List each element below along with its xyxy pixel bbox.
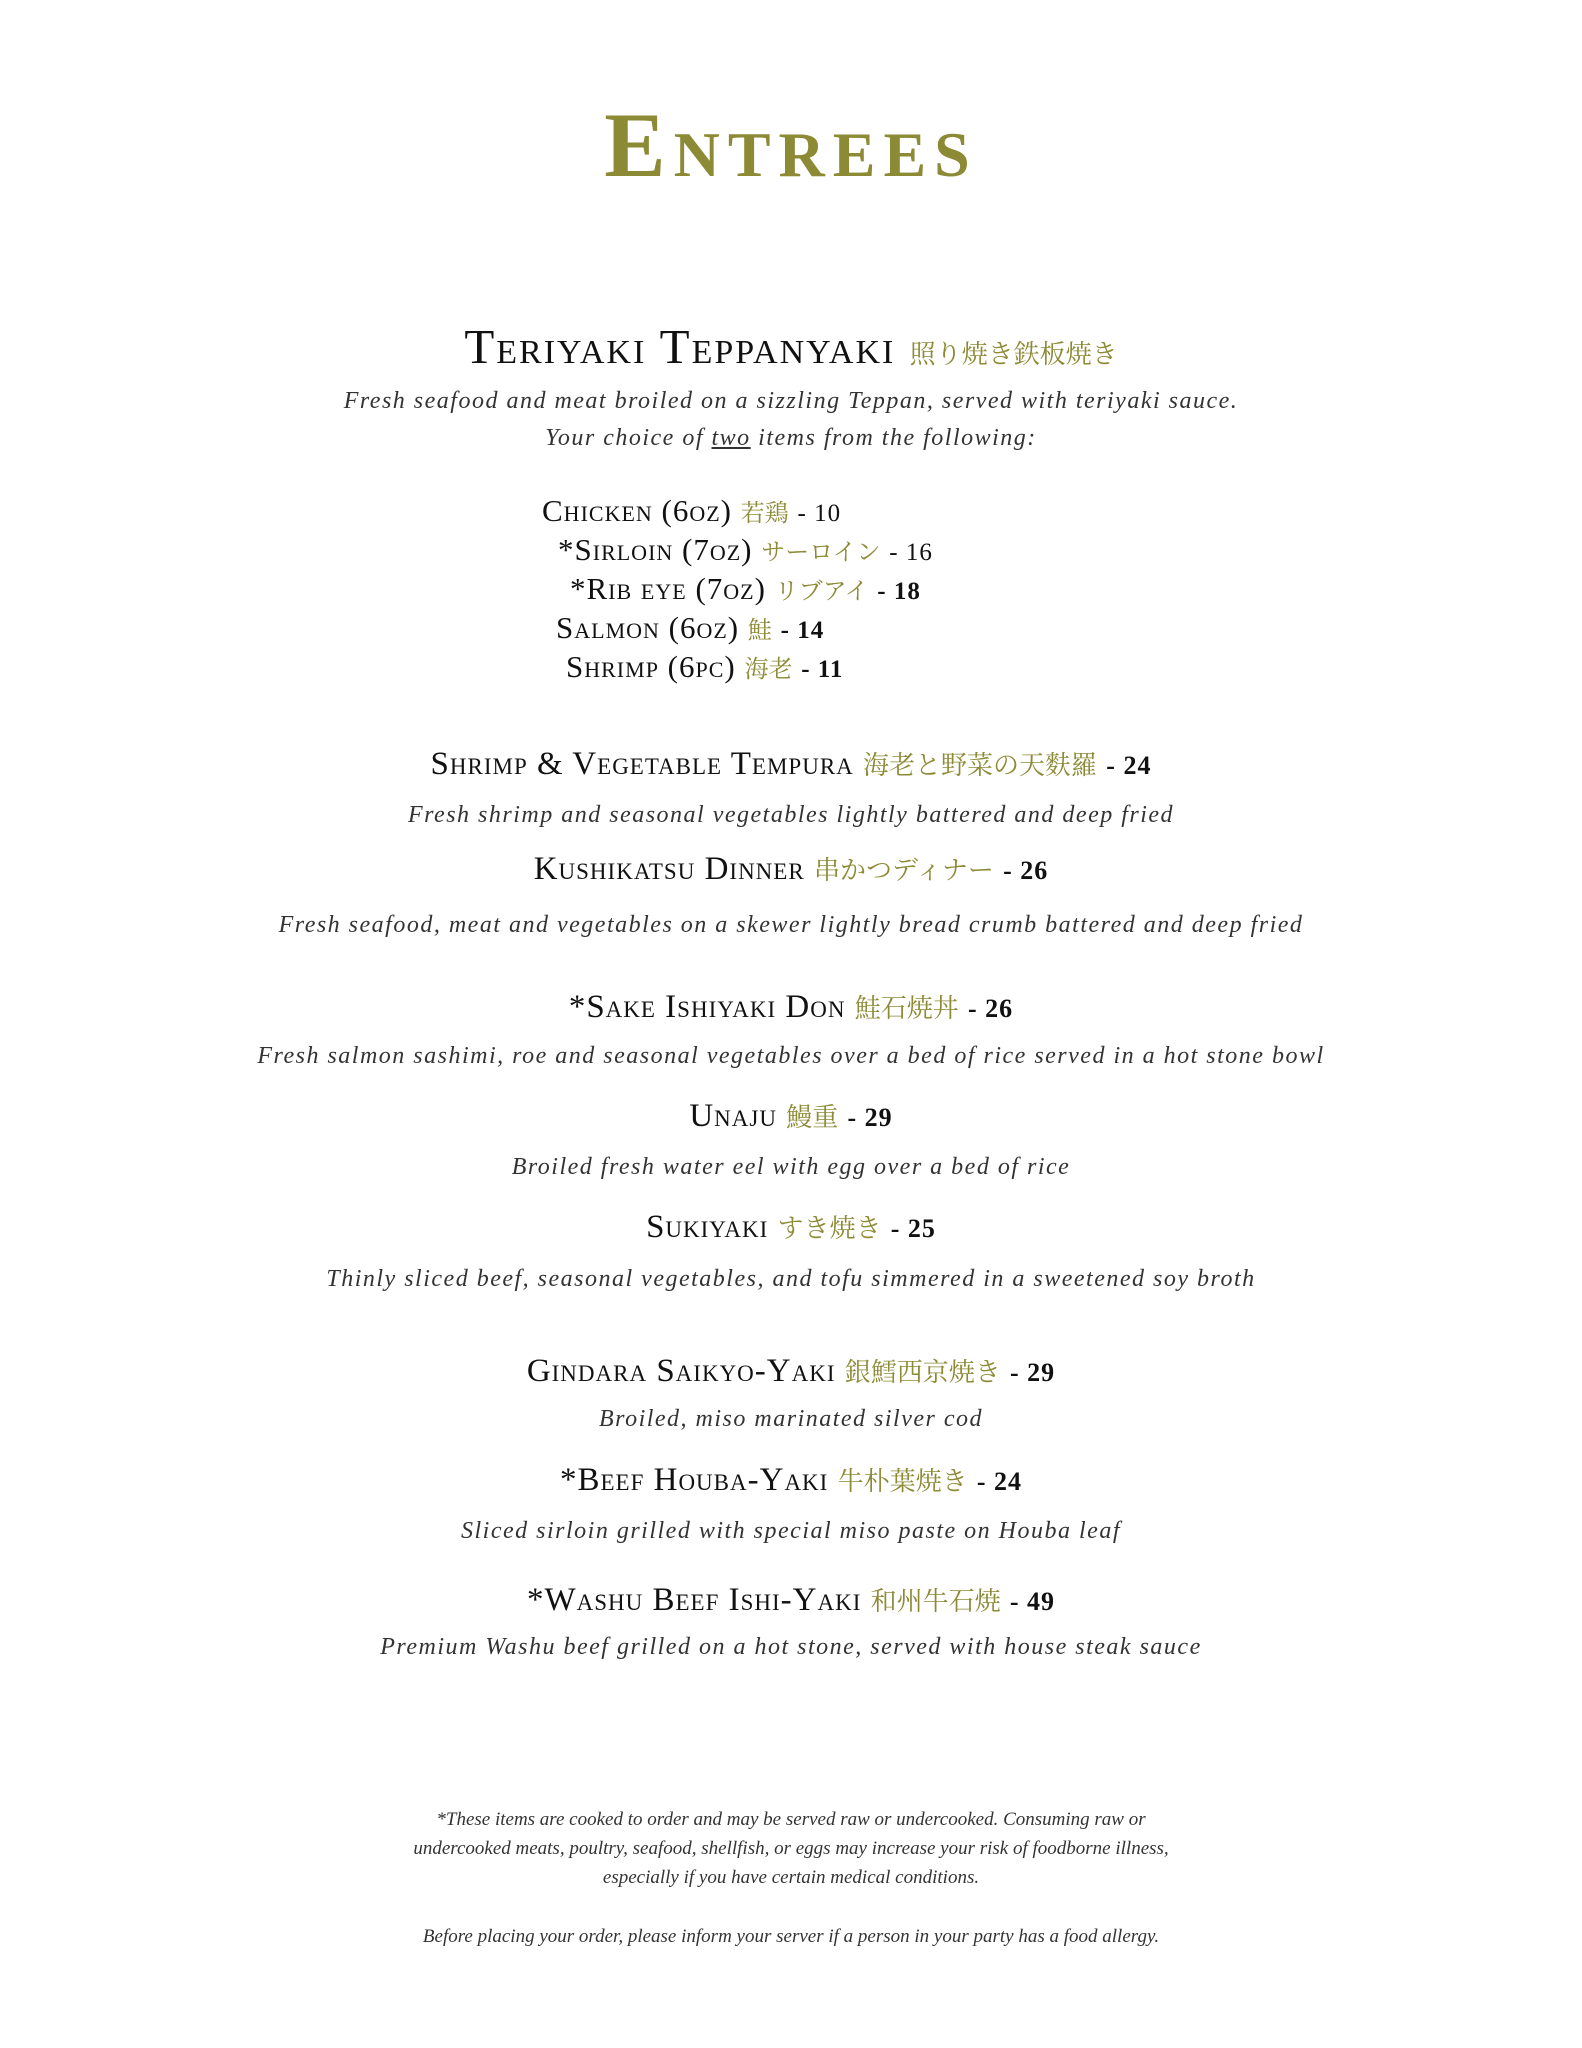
dish-price: - 29 <box>1010 1358 1056 1387</box>
choice-name: Shrimp (6pc) <box>566 649 736 684</box>
dish-name: *Washu Beef Ishi-Yaki <box>526 1582 862 1618</box>
footer-disclaimer <box>0 1805 1582 1892</box>
choice-price: - 10 <box>797 500 842 527</box>
dish-washu-beef <box>0 1581 1582 1619</box>
dish-jp-name: 牛朴葉焼き <box>837 1467 968 1497</box>
dish-name: *Sake Ishiyaki Don <box>568 989 846 1025</box>
dish-description: Broiled fresh water eel with egg over a bed of rice <box>511 1154 1071 1180</box>
dish-description: Sliced sirloin grilled with special miso paste on Houba leaf <box>461 1518 1121 1544</box>
dish-price: - 24 <box>976 1467 1023 1496</box>
note-emphasis: two <box>711 425 751 451</box>
dish-sake-ishiyaki-don <box>0 988 1582 1026</box>
note-text: items from the following: <box>750 425 1037 451</box>
teppanyaki-description: Fresh seafood and meat broiled on a sizzling Teppan, served with teriyaki sauce. <box>343 388 1239 414</box>
choice-name: Chicken (6oz) <box>542 493 733 528</box>
choice-item <box>566 649 843 685</box>
dish-price: - 26 <box>968 994 1014 1023</box>
teppanyaki-choice-note <box>0 425 1582 452</box>
choice-jp: 海老 <box>744 655 793 683</box>
dish-sukiyaki <box>0 1208 1582 1246</box>
choice-jp: 若鶏 <box>740 499 789 527</box>
dish-name: Sukiyaki <box>646 1209 769 1245</box>
choice-jp: 鮭 <box>747 616 772 644</box>
choice-name: Salmon (6oz) <box>556 610 740 645</box>
dish-description: Thinly sliced beef, seasonal vegetables, and tofu simmered in a sweetened soy broth <box>326 1266 1256 1292</box>
choice-price: - 16 <box>889 539 933 566</box>
dish-price: - 26 <box>1003 856 1049 885</box>
choice-jp: リブアイ <box>774 577 869 605</box>
choice-price: - 14 <box>780 617 825 644</box>
allergy-notice: Before placing your order, please inform your server if a person in your party has a food allergy. <box>422 1926 1160 1947</box>
dish-name: Kushikatsu Dinner <box>533 851 805 887</box>
disclaimer-line: *These items are cooked to order and may be served raw or undercooked. Consuming raw or <box>436 1809 1146 1830</box>
dish-description: Premium Washu beef grilled on a hot stone, served with house steak sauce <box>380 1634 1202 1660</box>
dish-jp-name: 鰻重 <box>786 1103 839 1133</box>
dish-name: Gindara Saikyo-Yaki <box>526 1353 836 1389</box>
dish-name: *Beef Houba-Yaki <box>559 1462 829 1498</box>
dish-description: Fresh salmon sashimi, roe and seasonal vegetables over a bed of rice served in a hot stone bowl <box>257 1043 1325 1069</box>
choice-item <box>570 571 921 607</box>
dish-jp-name: 海老と野菜の天麩羅 <box>863 751 1098 781</box>
dish-description: Fresh seafood, meat and vegetables on a skewer lightly bread crumb battered and deep fried <box>278 912 1304 938</box>
dish-kushikatsu <box>0 850 1582 888</box>
dish-jp-name: 銀鱈西京焼き <box>844 1358 1001 1388</box>
teppanyaki-heading <box>0 318 1582 375</box>
choice-item <box>542 493 841 529</box>
dish-description: Broiled, miso marinated silver cod <box>598 1406 984 1432</box>
disclaimer-line: especially if you have certain medical conditions. <box>602 1867 980 1888</box>
choice-price: - 18 <box>877 578 921 605</box>
note-text: Your choice of <box>545 425 712 451</box>
dish-jp-name: 串かつディナー <box>813 856 994 886</box>
dish-gindara <box>0 1352 1582 1390</box>
dish-unaju <box>0 1097 1582 1135</box>
dish-price: - 49 <box>1009 1587 1056 1616</box>
dish-beef-houba-yaki <box>0 1461 1582 1499</box>
choice-name: *Sirloin (7oz) <box>558 532 753 567</box>
choice-jp: サーロイン <box>761 538 881 566</box>
dish-jp-name: 和州牛石焼 <box>870 1587 1001 1617</box>
dish-name: Shrimp & Vegetable Tempura <box>430 746 854 782</box>
choice-name: *Rib eye (7oz) <box>570 571 766 606</box>
dish-price: - 25 <box>890 1214 936 1243</box>
choice-item <box>556 610 824 646</box>
dish-name: Teriyaki Teppanyaki <box>464 319 896 374</box>
dish-price: - 29 <box>847 1103 893 1132</box>
dish-price: - 24 <box>1106 751 1152 780</box>
dish-jp-name: 照り焼き鉄板焼き <box>909 340 1118 370</box>
dish-jp-name: すき焼き <box>777 1214 882 1244</box>
choice-price: - 11 <box>801 656 844 683</box>
dish-name: Unaju <box>689 1098 777 1134</box>
disclaimer-line: undercooked meats, poultry, seafood, shellfish, or eggs may increase your risk of foodborne illness, <box>413 1838 1169 1859</box>
page-title: Entrees <box>604 94 978 196</box>
dish-description: Fresh shrimp and seasonal vegetables lightly battered and deep fried <box>407 802 1175 828</box>
dish-jp-name: 鮭石焼丼 <box>854 994 959 1024</box>
choice-item <box>558 532 933 568</box>
dish-tempura <box>0 745 1582 783</box>
